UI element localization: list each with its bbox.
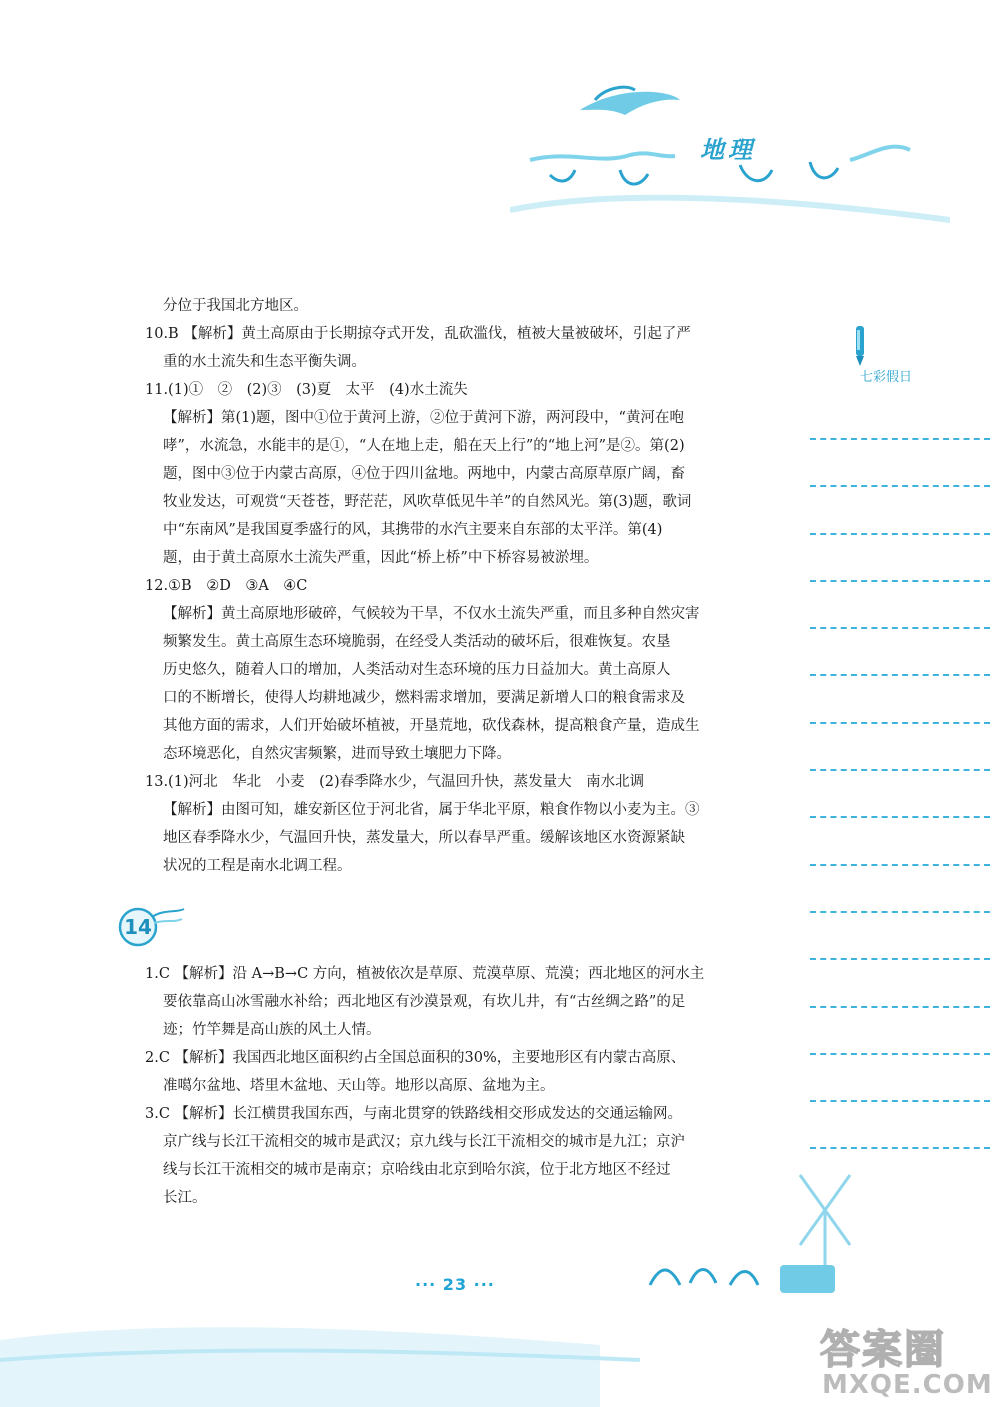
text-line: 长江。 [163, 1190, 207, 1206]
text-line: 历史悠久，随着人口的增加，人类活动对生态环境的压力日益加大。黄土高原人 [163, 662, 671, 678]
text-line: 要依靠高山冰雪融水补给；西北地区有沙漠景观，有坎儿井，有“古丝绸之路”的足 [163, 994, 686, 1010]
text-line: 10.B 【解析】黄土高原由于长期掠夺式开发，乱砍滥伐，植被大量被破坏，引起了严 [145, 326, 691, 342]
text-line: 迹；竹竿舞是高山族的风土人情。 [163, 1022, 381, 1038]
text-line: 准噶尔盆地、塔里木盆地、天山等。地形以高原、盆地为主。 [163, 1078, 555, 1094]
note-line [810, 580, 990, 582]
text-line: 1.C 【解析】沿 A→B→C 方向，植被依次是草原、荒漠草原、荒漠；西北地区的河水主 [145, 966, 705, 982]
note-line [810, 1006, 990, 1008]
text-line: 京广线与长江干流相交的城市是武汉；京九线与长江干流相交的城市是九江；京沪 [163, 1134, 685, 1150]
text-line: 2.C 【解析】我国西北地区面积约占全国总面积的30%，主要地形区有内蒙古高原、 [145, 1050, 686, 1066]
note-line [810, 1100, 990, 1102]
text-line: 中“东南风”是我国夏季盛行的风，其携带的水汽主要来自东部的太平洋。第(4) [163, 522, 663, 538]
note-line [810, 1147, 990, 1149]
note-line [810, 674, 990, 676]
text-line: 【解析】黄土高原地形破碎，气候较为干旱，不仅水土流失严重，而且多种自然灾害 [163, 606, 700, 622]
text-line: 口的不断增长，使得人均耕地减少，燃料需求增加，要满足新增人口的粮食需求及 [163, 690, 685, 706]
section-number: 14 [124, 915, 152, 939]
note-line [810, 533, 990, 535]
note-line [810, 958, 990, 960]
text-line: 频繁发生。黄土高原生态环境脆弱，在经受人类活动的破坏后，很难恢复。农垦 [163, 634, 671, 650]
text-line: 分位于我国北方地区。 [163, 298, 308, 314]
text-line: 3.C 【解析】长江横贯我国东西，与南北贯穿的铁路线相交形成发达的交通运输网。 [145, 1106, 683, 1122]
text-line: 13.(1)河北 华北 小麦 (2)春季降水少，气温回升快，蒸发量大 南水北调 [145, 774, 645, 790]
text-line: 题，由于黄土高原水土流失严重，因此“桥上桥”中下桥容易被淤埋。 [163, 550, 599, 566]
text-line: 【解析】由图可知，雄安新区位于河北省，属于华北平原，粮食作物以小麦为主。③ [163, 802, 700, 818]
answer-content [145, 292, 755, 880]
note-line [810, 816, 990, 818]
text-line: 线与长江干流相交的城市是南京；京哈线由北京到哈尔滨，位于北方地区不经过 [163, 1162, 671, 1178]
text-line: 地区春季降水少，气温回升快，蒸发量大，所以春旱严重。缓解该地区水资源紧缺 [163, 830, 685, 846]
note-line [810, 627, 990, 629]
note-line [810, 438, 990, 440]
text-line: 哮”，水流急，水能丰的是①，“人在地上走，船在天上行”的“地上河”是②。第(2) [163, 438, 685, 454]
text-line: 12.①B ②D ③A ④C [145, 578, 308, 594]
note-lines [810, 438, 990, 1195]
page-number: ··· 23 ··· [415, 1275, 495, 1294]
note-line [810, 722, 990, 724]
text-line: 牧业发达，可观赏“天苍苍，野茫茫，风吹草低见牛羊”的自然风光。第(3)题，歌词 [163, 494, 692, 510]
watermark-chinese: 答案圈 [820, 1327, 946, 1373]
note-line [810, 864, 990, 866]
note-line [810, 485, 990, 487]
section-badge [112, 903, 186, 947]
text-line: 重的水土流失和生态平衡失调。 [163, 354, 366, 370]
text-line: 其他方面的需求，人们开始破坏植被，开垦荒地，砍伐森林，提高粮食产量，造成生 [163, 718, 700, 734]
text-line: 题，图中③位于内蒙古高原，④位于四川盆地。两地中，内蒙古高原草原广阔，畜 [163, 466, 685, 482]
note-line [810, 1053, 990, 1055]
pen-icon [852, 324, 868, 368]
text-line: 态环境恶化，自然灾害频繁，进而导致土壤肥力下降。 [163, 746, 511, 762]
note-line [810, 911, 990, 913]
text-line: 【解析】第(1)题，图中①位于黄河上游，②位于黄河下游，两河段中，“黄河在咆 [163, 410, 684, 426]
side-title: 七彩假日 [860, 370, 913, 385]
watermark-text: MXQE.COM [822, 1370, 993, 1400]
text-line: 状况的工程是南水北调工程。 [163, 858, 352, 874]
text-line: 11.(1)① ② (2)③ (3)夏 太平 (4)水土流失 [145, 382, 468, 398]
subject-title: 地理 [700, 135, 756, 164]
note-line [810, 769, 990, 771]
footer-decoration [640, 1165, 880, 1305]
